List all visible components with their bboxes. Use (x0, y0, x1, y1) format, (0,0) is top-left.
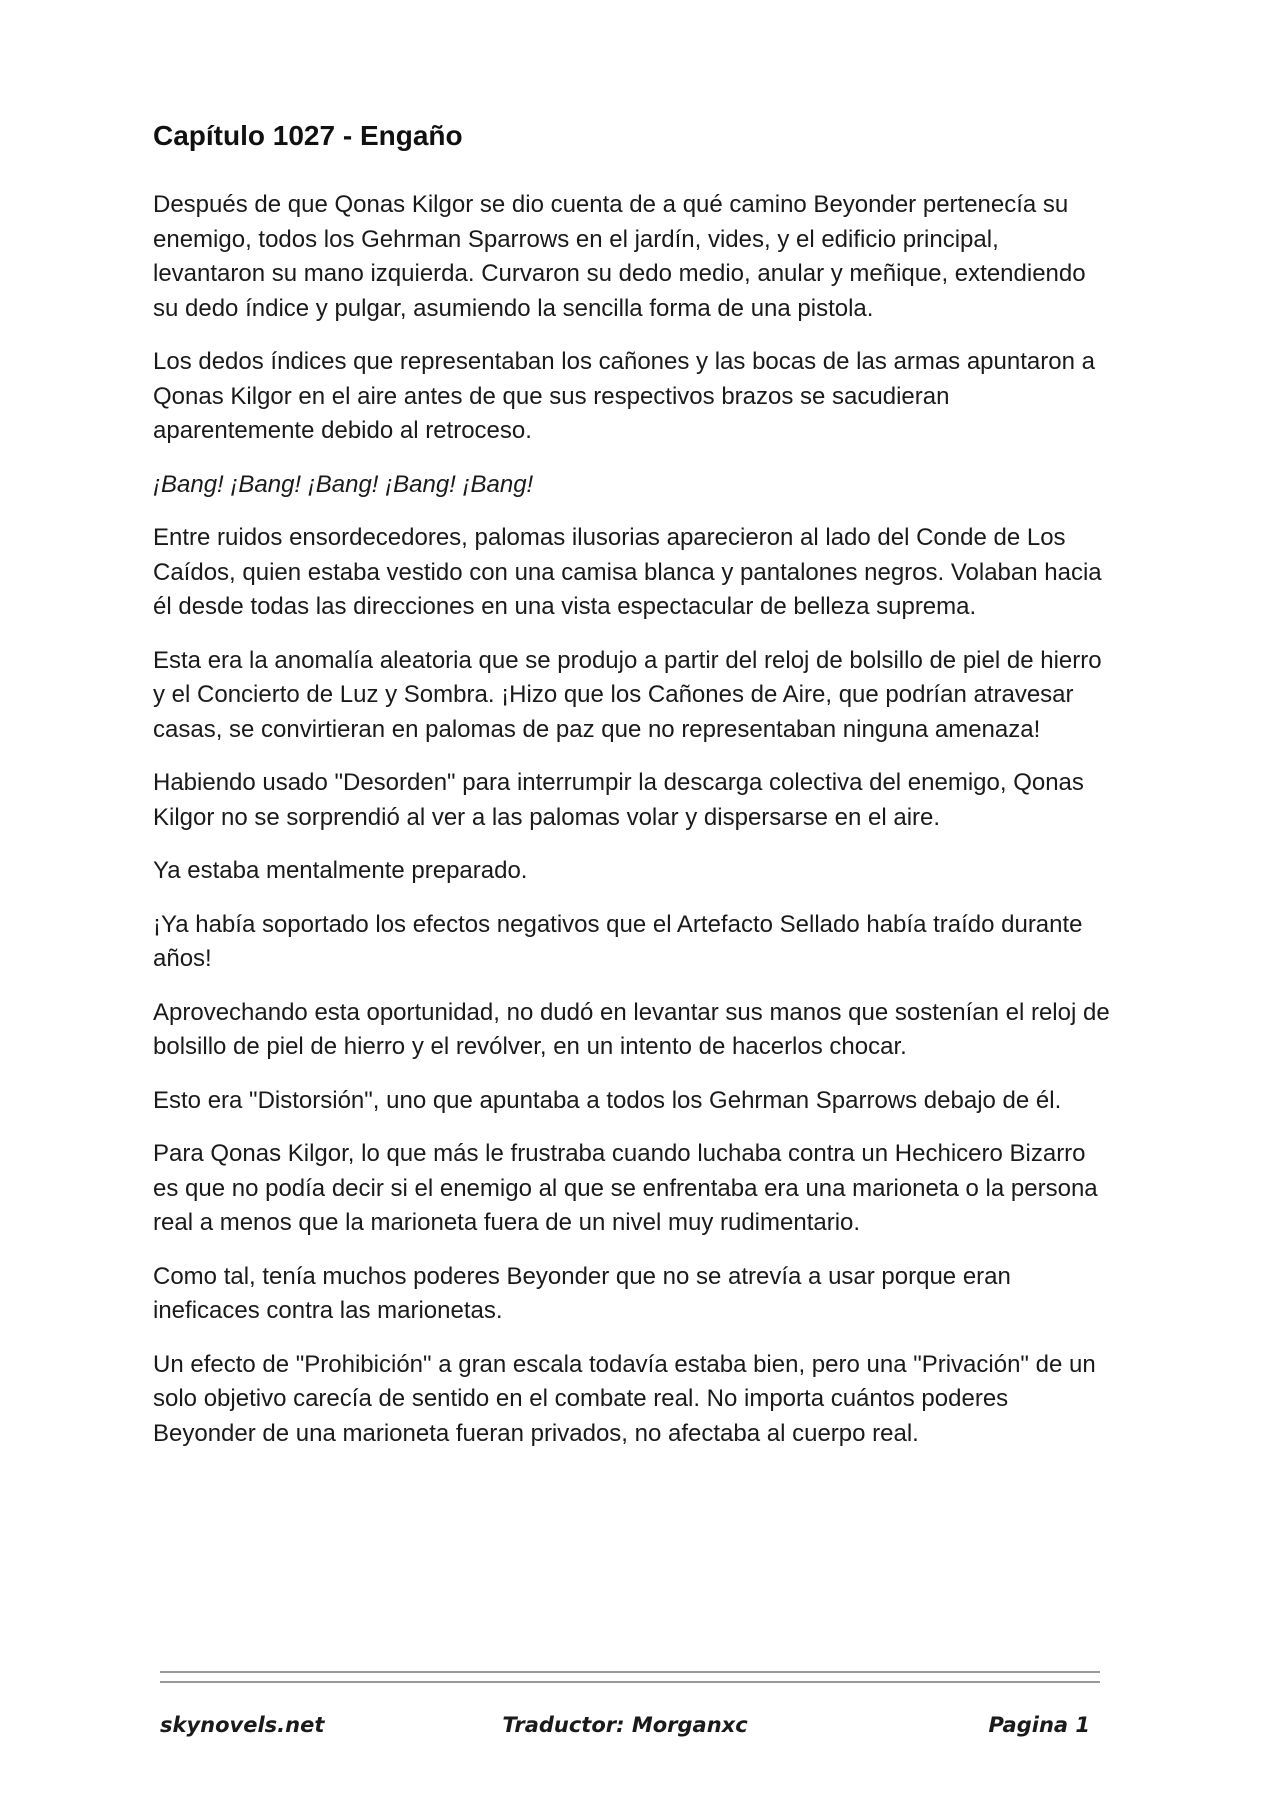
paragraph-10: Esto era "Distorsión", uno que apuntaba a todos los Gehrman Sparrows debajo de él. (153, 1086, 1062, 1114)
paragraph-8: ¡Ya había soportado los efectos negativos que el Artefacto Sellado había traído durante años! (153, 910, 1083, 972)
paragraph-11: Para Qonas Kilgor, lo que más le frustraba cuando luchaba contra un Hechicero Bizarro es que no podía decir si el enemigo al que se enfrentaba era una marioneta o la persona real a menos que la marioneta fuera de un nivel muy rudimentario. (153, 1140, 1098, 1236)
paragraph-12: Como tal, tenía muchos poderes Beyonder que no se atrevía a usar porque eran ineficaces contra las marionetas. (153, 1262, 1011, 1324)
paragraph-3-sound-effect: ¡Bang! ¡Bang! ¡Bang! ¡Bang! ¡Bang! (153, 470, 534, 498)
footer-page-number: Pagina 1 (988, 1713, 1090, 1737)
page-footer (160, 1713, 1090, 1747)
footer-site: skynovels.net (160, 1713, 325, 1737)
footer-divider-top (160, 1671, 1100, 1673)
paragraph-7: Ya estaba mentalmente preparado. (153, 857, 528, 884)
document-body (153, 118, 1113, 1470)
footer-translator: Traductor: Morganxc (502, 1713, 748, 1737)
paragraph-6: Habiendo usado "Desorden" para interrumpir la descarga colectiva del enemigo, Qonas Kilgor no se sorprendió al ver a las palomas volar y dispersarse en el aire. (153, 769, 1084, 831)
paragraph-4: Entre ruidos ensordecedores, palomas ilusorias aparecieron al lado del Conde de Los Caídos, quien estaba vestido con una camisa blanca y pantalones negros. Volaban hacia él desde todas las direcciones en una vista espectacular de belleza suprema. (153, 524, 1102, 620)
paragraph-5: Esta era la anomalía aleatoria que se produjo a partir del reloj de bolsillo de piel de hierro y el Concierto de Luz y Sombra. ¡Hizo que los Cañones de Aire, que podrían atravesar casas, se convirtieran en palomas de paz que no representaban ninguna amenaza! (153, 646, 1102, 743)
paragraph-2: Los dedos índices que representaban los cañones y las bocas de las armas apuntaron a Qonas Kilgor en el aire antes de que sus respectivos brazos se sacudieran aparentemente debido al retroceso. (153, 348, 1095, 444)
paragraph-13: Un efecto de "Prohibición" a gran escala todavía estaba bien, pero una "Privación" de un solo objetivo carecía de sentido en el combate real. No importa cuántos poderes Beyonder de una marioneta fueran privados, no afectaba al cuerpo real. (153, 1350, 1096, 1447)
chapter-title: Capítulo 1027 - Engaño (153, 120, 463, 151)
paragraph-9: Aprovechando esta oportunidad, no dudó en levantar sus manos que sostenían el reloj de bolsillo de piel de hierro y el revólver, en un intento de hacerlos chocar. (153, 998, 1110, 1060)
paragraph-1: Después de que Qonas Kilgor se dio cuenta de a qué camino Beyonder pertenecía su enemigo, todos los Gehrman Sparrows en el jardín, vides, y el edificio principal, levantaron su mano izquierda. Curvaron su dedo medio, anular y meñique, extendiendo su dedo índice y pulgar, asumiendo la sencilla forma de una pistola. (153, 191, 1086, 322)
footer-divider-bottom (160, 1681, 1100, 1683)
